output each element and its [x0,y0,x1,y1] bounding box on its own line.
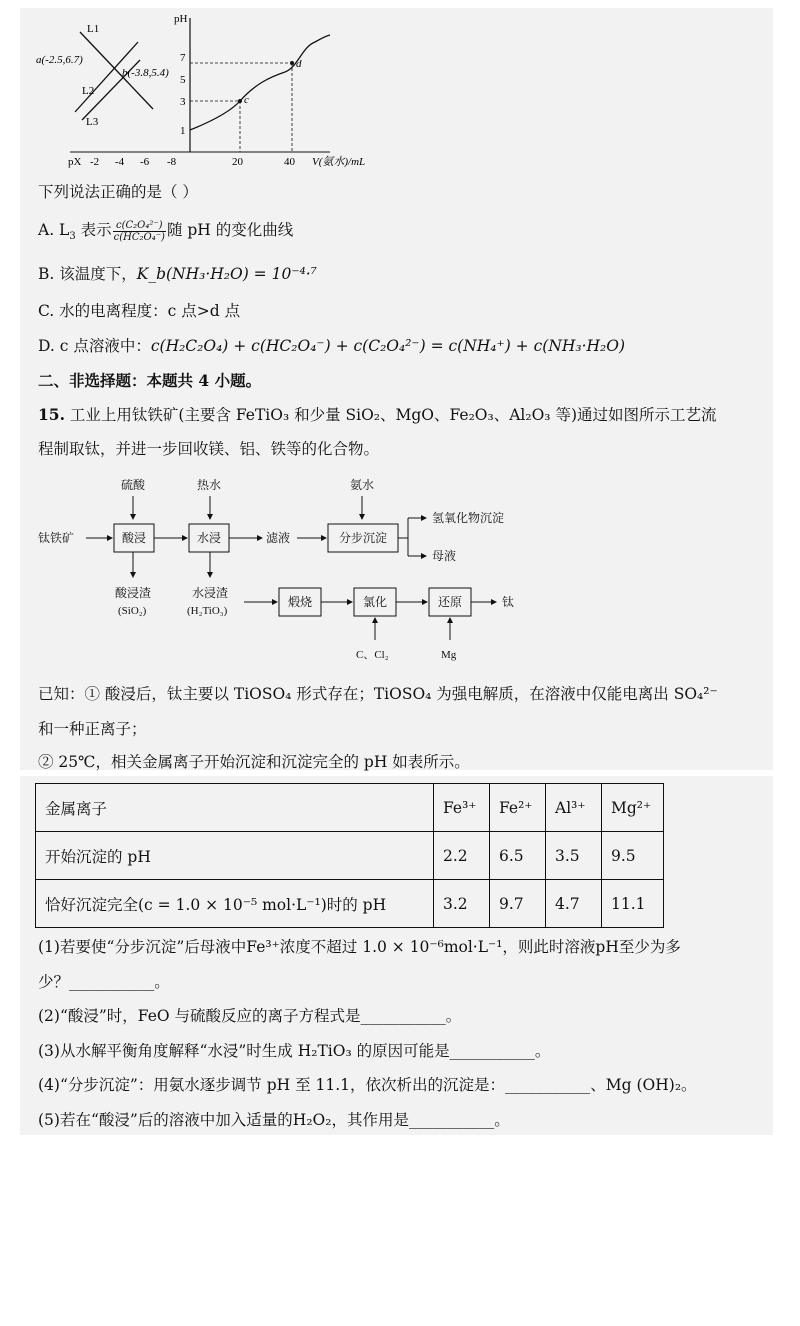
point-d [290,61,294,65]
v-axis-label: V(氨水)/mL [312,156,366,168]
q14-option-d[interactable] [38,334,625,356]
residue-water-formula: (H₂TiO₃) [187,605,228,617]
point-b-label: b(-3.8,5.4) [122,67,169,79]
table-row [36,832,664,880]
opt-b-expr: K_b(NH₃·H₂O) = 10⁻⁴·⁷ [136,265,317,283]
table-cell: 11.1 [602,880,664,928]
q14-stem: 下列说法正确的是（ ） [38,183,198,201]
ph-tick-1: 1 [180,125,186,137]
label-L2: L2 [82,85,95,97]
label-L1: L1 [87,23,100,35]
reagent-acid: 硫酸 [121,478,146,492]
q14-option-a[interactable] [38,218,293,243]
ph-tick-7: 7 [180,52,186,64]
box-stepwise-label: 分步沉淀 [339,531,388,545]
point-c [238,99,242,103]
opt-a-mid: 表示 [75,221,112,239]
feed-ilmenite: 钛铁矿 [38,531,75,545]
ph-titration-graph [30,12,400,172]
opt-a-num: c(C₂O₄²⁻) [113,220,166,232]
ph-tick-3: 3 [180,96,186,108]
q15-number: 15. [38,405,65,424]
q15-intro-line2: 程制取钛，并进一步回收镁、铝、铁等的化合物。 [38,440,380,458]
ph-tick-5: 5 [180,74,186,86]
v-tick-40: 40 [284,156,295,168]
subquestion-1-line2[interactable]: 少？___________。 [38,973,170,991]
box-chlorinate-label: 氯化 [363,595,388,609]
box-water-leach-label: 水浸 [197,531,222,545]
table-header-cell: Fe³⁺ [434,784,490,832]
opt-d-prefix: D. c 点溶液中： [38,337,151,355]
table-cell: 9.7 [490,880,546,928]
residue-acid: 酸浸渣 [115,586,152,600]
opt-a-suffix: 随 pH 的变化曲线 [166,221,294,239]
table-cell: 3.2 [434,880,490,928]
reagent-ammonia: 氨水 [350,478,375,492]
ph-axis-label: pH [174,13,188,25]
v-tick-20: 20 [232,156,243,168]
titration-curve [190,35,330,130]
table-cell: 2.2 [434,832,490,880]
q14-option-b[interactable] [38,262,317,284]
table-header-cell: Mg²⁺ [602,784,664,832]
table-cell: 3.5 [546,832,602,880]
px-tick-4: -4 [115,156,125,168]
filtrate-label: 滤液 [266,531,291,545]
section-2-heading: 二、非选择题：本题共 4 小题。 [38,371,262,390]
table-cell: 开始沉淀的 pH [36,832,434,880]
table-cell: 4.7 [546,880,602,928]
opt-a-fraction [113,220,166,243]
px-axis-label: pX [68,156,82,168]
reagent-mg: Mg [441,649,457,661]
q14-option-c[interactable]: C. 水的电离程度：c 点>d 点 [38,302,241,320]
subquestion-2[interactable]: (2)“酸浸”时，FeO 与硫酸反应的离子方程式是___________。 [38,1007,462,1025]
out-mother-liquor: 母液 [432,549,457,563]
reagent-water: 热水 [197,478,222,492]
table-cell: 9.5 [602,832,664,880]
known-2: ② 25℃，相关金属离子开始沉淀和沉淀完全的 pH 如表所示。 [38,753,470,771]
box-acid-leach-label: 酸浸 [122,531,147,545]
px-tick-2: -2 [90,156,100,168]
product-titanium: 钛 [502,595,515,609]
box-reduce-label: 还原 [438,595,463,609]
process-flowchart [34,474,534,664]
residue-acid-formula: (SiO₂) [118,605,147,617]
subquestion-1-line1: (1)若要使“分步沉淀”后母液中Fe³⁺浓度不超过 1.0 × 10⁻⁶mol·L⁻¹，则此时溶液pH至少为多 [38,938,681,956]
point-d-label: d [296,58,302,70]
label-L3: L3 [86,116,99,128]
px-tick-6: -6 [140,156,150,168]
table-header-cell: Fe²⁺ [490,784,546,832]
precipitation-ph-table [35,783,664,928]
subquestion-3[interactable]: (3)从水解平衡角度解释“水浸”时生成 H₂TiO₃ 的原因可能是___________。 [38,1042,551,1060]
q15-intro-line1 [38,403,717,425]
box-calcine-label: 煅烧 [288,595,313,609]
residue-water: 水浸渣 [192,586,229,600]
point-c-label: c [244,94,249,106]
table-row [36,880,664,928]
table-header-cell: 金属离子 [36,784,434,832]
opt-a-prefix: A. L [38,221,70,239]
opt-b-prefix: B. 该温度下， [38,265,137,283]
table-cell: 恰好沉淀完全(c = 1.0 × 10⁻⁵ mol·L⁻¹)时的 pH [36,880,434,928]
point-a-label: a(-2.5,6.7) [36,54,83,66]
opt-a-sub: 3 [69,231,76,243]
q15-intro-text1: 工业上用钛铁矿(主要含 FeTiO₃ 和少量 SiO₂、MgO、Fe₂O₃、Al₂O₃ 等)通过如图所示工艺流 [64,406,717,424]
out-hydroxide: 氢氧化物沉淀 [432,511,505,525]
subquestion-4[interactable]: (4)“分步沉淀”：用氨水逐步调节 pH 至 11.1，依次析出的沉淀是：___________、Mg (OH)₂。 [38,1076,697,1094]
opt-a-den: c(HC₂O₄⁻) [113,231,165,243]
table-cell: 6.5 [490,832,546,880]
reagent-c-cl2: C、Cl₂ [356,649,389,661]
known-1-line2: 和一种正离子； [38,720,147,738]
known-1-line1: 已知：① 酸浸后，钛主要以 TiOSO₄ 形式存在；TiOSO₄ 为强电解质，在溶液中仅能电离出 SO₄²⁻ [38,685,718,703]
px-tick-8: -8 [167,156,177,168]
table-header-cell: Al³⁺ [546,784,602,832]
subquestion-5[interactable]: (5)若在“酸浸”后的溶液中加入适量的H₂O₂，其作用是___________。 [38,1111,510,1129]
opt-d-expr: c(H₂C₂O₄) + c(HC₂O₄⁻) + c(C₂O₄²⁻) = c(NH₄⁺) + c(NH₃·H₂O) [150,337,626,355]
table-header-row [36,784,664,832]
